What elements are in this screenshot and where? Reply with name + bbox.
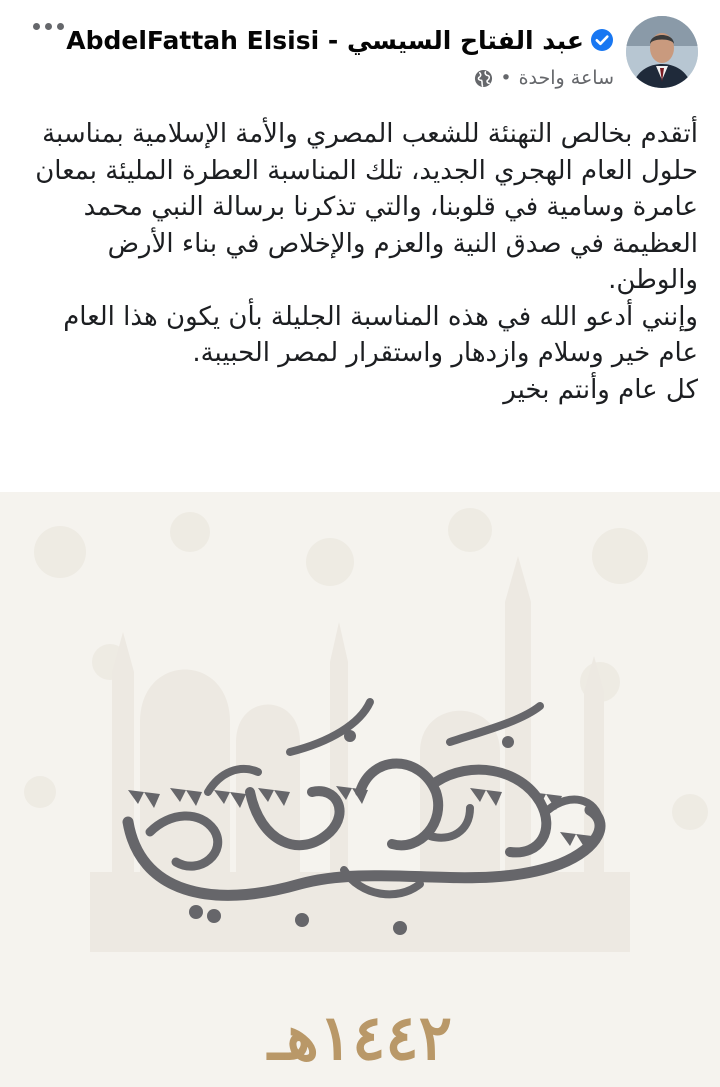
globe-icon <box>474 69 493 88</box>
author-name[interactable]: AbdelFattah Elsisi - عبد الفتاح السيسي <box>66 25 584 55</box>
dot <box>57 23 64 30</box>
author-name-row <box>66 22 614 58</box>
dot <box>33 23 40 30</box>
mosque-silhouette <box>90 556 630 952</box>
post-body: أتقدم بخالص التهنئة للشعب المصري والأمة الإسلامية بمناسبة حلول العام الهجري الجديد، تلك المناسبة العطرة المليئة بمعان عامرة وسامية في قلوبنا، والتي تذكرنا برسالة النبي محمد العظيمة في صدق النية والعزم والإخلاص في بناء الأرض والوطن. وإنني أدعو الله في هذه المناسبة الجليلة بأن يكون هذا العام عام خير وسلام وازدهار واستقرار لمصر الحبيبة. كل عام وأنتم بخير <box>35 119 698 405</box>
avatar-portrait <box>626 16 698 88</box>
post-header <box>0 0 720 100</box>
hijri-year-label: ١٤٤٢هـ <box>267 1001 453 1074</box>
verified-badge-icon <box>590 28 614 52</box>
more-options-button[interactable] <box>28 12 68 40</box>
post-meta <box>474 64 614 92</box>
author-avatar[interactable] <box>626 16 698 88</box>
meta-separator: • <box>500 67 512 89</box>
timestamp[interactable]: ساعة واحدة <box>518 67 614 89</box>
dot <box>45 23 52 30</box>
